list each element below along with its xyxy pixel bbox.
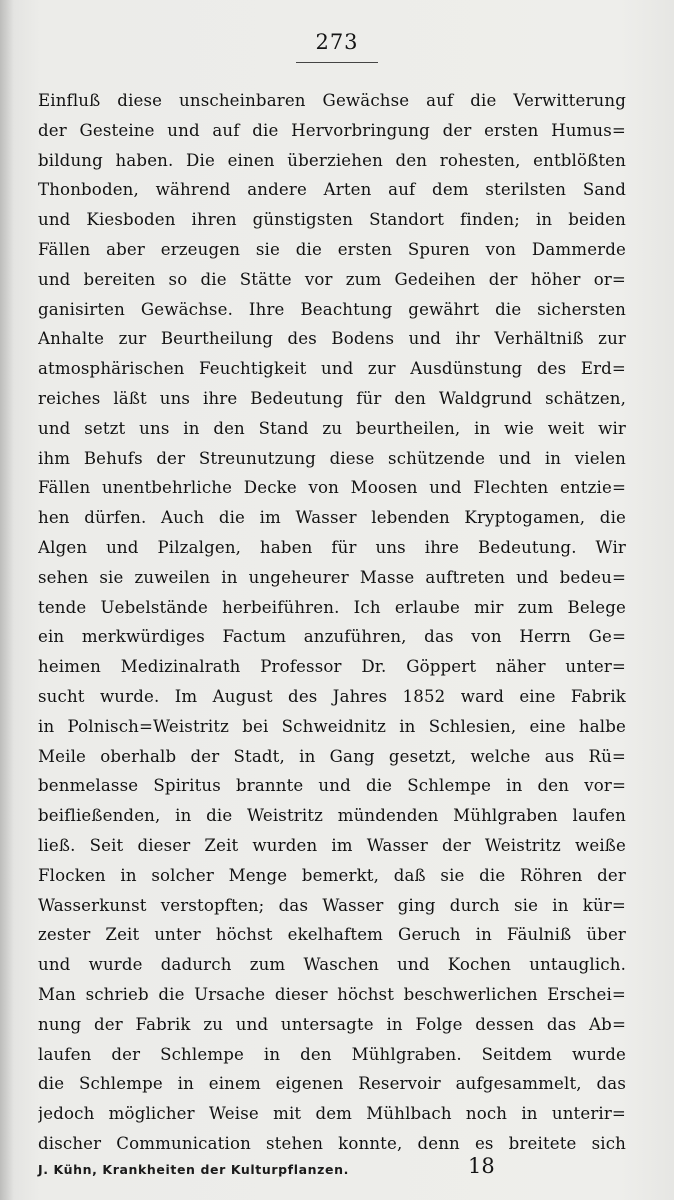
text-line: reiches läßt uns ihre Bedeutung für den Waldgrund schätzen, — [38, 388, 626, 408]
text-line: ganisirten Gewächse. Ihre Beachtung gewährt die sichersten — [38, 299, 626, 319]
text-line: der Gesteine und auf die Hervorbringung der ersten Humus= — [38, 120, 626, 140]
text-line: die Schlempe in einem eigenen Reservoir aufgesammelt, das — [38, 1074, 626, 1094]
text-line: ihm Behufs der Streunutzung diese schützende und in vielen — [38, 448, 626, 468]
text-line: ließ. Seit dieser Zeit wurden im Wasser der Weistritz weiße — [38, 835, 626, 855]
text-line: Algen und Pilzalgen, haben für uns ihre Bedeutung. Wir — [38, 537, 626, 557]
text-line: und wurde dadurch zum Waschen und Kochen untauglich. — [38, 955, 626, 975]
text-line: zester Zeit unter höchst ekelhaftem Geruch in Fäulniß über — [38, 925, 626, 945]
text-line: hen dürfen. Auch die im Wasser lebenden Kryptogamen, die — [38, 508, 626, 528]
text-line: Wasserkunst verstopften; das Wasser ging durch sie in kür= — [38, 895, 626, 915]
text-line: laufen der Schlempe in den Mühlgraben. Seitdem wurde — [38, 1044, 626, 1064]
footer-signature: J. Kühn, Krankheiten der Kulturpflanzen. — [38, 1162, 349, 1177]
text-line: nung der Fabrik zu und untersagte in Folge dessen das Ab= — [38, 1014, 626, 1034]
text-line: Flocken in solcher Menge bemerkt, daß sie die Röhren der — [38, 865, 626, 885]
text-line: und bereiten so die Stätte vor zum Gedeihen der höher or= — [38, 269, 626, 289]
text-line: sehen sie zuweilen in ungeheurer Masse auftreten und bedeu= — [38, 567, 626, 587]
text-line: atmosphärischen Feuchtigkeit und zur Ausdünstung des Erd= — [38, 359, 626, 379]
page-number: 273 — [315, 30, 359, 54]
text-line: beifließenden, in die Weistritz mündenden Mühlgraben laufen — [38, 806, 626, 826]
text-line: Man schrieb die Ursache dieser höchst beschwerlichen Erschei= — [38, 984, 626, 1004]
text-line: Meile oberhalb der Stadt, in Gang gesetzt, welche aus Rü= — [38, 746, 626, 766]
body-text — [38, 86, 626, 1159]
text-line: sucht wurde. Im August des Jahres 1852 ward eine Fabrik — [38, 686, 626, 706]
text-line: tende Uebelstände herbeiführen. Ich erlaube mir zum Belege — [38, 597, 626, 617]
header-rule — [296, 62, 378, 63]
text-line: und Kiesboden ihren günstigsten Standort finden; in beiden — [38, 210, 626, 230]
text-line: bildung haben. Die einen überziehen den rohesten, entblößten — [38, 150, 626, 170]
text-line: in Polnisch=Weistritz bei Schweidnitz in Schlesien, eine halbe — [38, 716, 626, 736]
text-line: heimen Medizinalrath Professor Dr. Göppert näher unter= — [38, 657, 626, 677]
text-line: und setzt uns in den Stand zu beurtheilen, in wie weit wir — [38, 418, 626, 438]
text-line: Fällen aber erzeugen sie die ersten Spuren von Dammerde — [38, 239, 626, 259]
text-line: benmelasse Spiritus brannte und die Schlempe in den vor= — [38, 776, 626, 796]
text-line: Anhalte zur Beurtheilung des Bodens und ihr Verhältniß zur — [38, 329, 626, 349]
text-line: Thonboden, während andere Arten auf dem sterilsten Sand — [38, 180, 626, 200]
text-line: discher Communication stehen konnte, denn es breitete sich — [38, 1133, 626, 1153]
text-line: ein merkwürdiges Factum anzuführen, das von Herrn Ge= — [38, 627, 626, 647]
text-line: Fällen unentbehrliche Decke von Moosen und Flechten entzie= — [38, 478, 626, 498]
text-line: Einfluß diese unscheinbaren Gewächse auf die Verwitterung — [38, 91, 626, 110]
text-line: jedoch möglicher Weise mit dem Mühlbach noch in unterir= — [38, 1104, 626, 1124]
footer-sheet-number: 18 — [468, 1154, 495, 1178]
